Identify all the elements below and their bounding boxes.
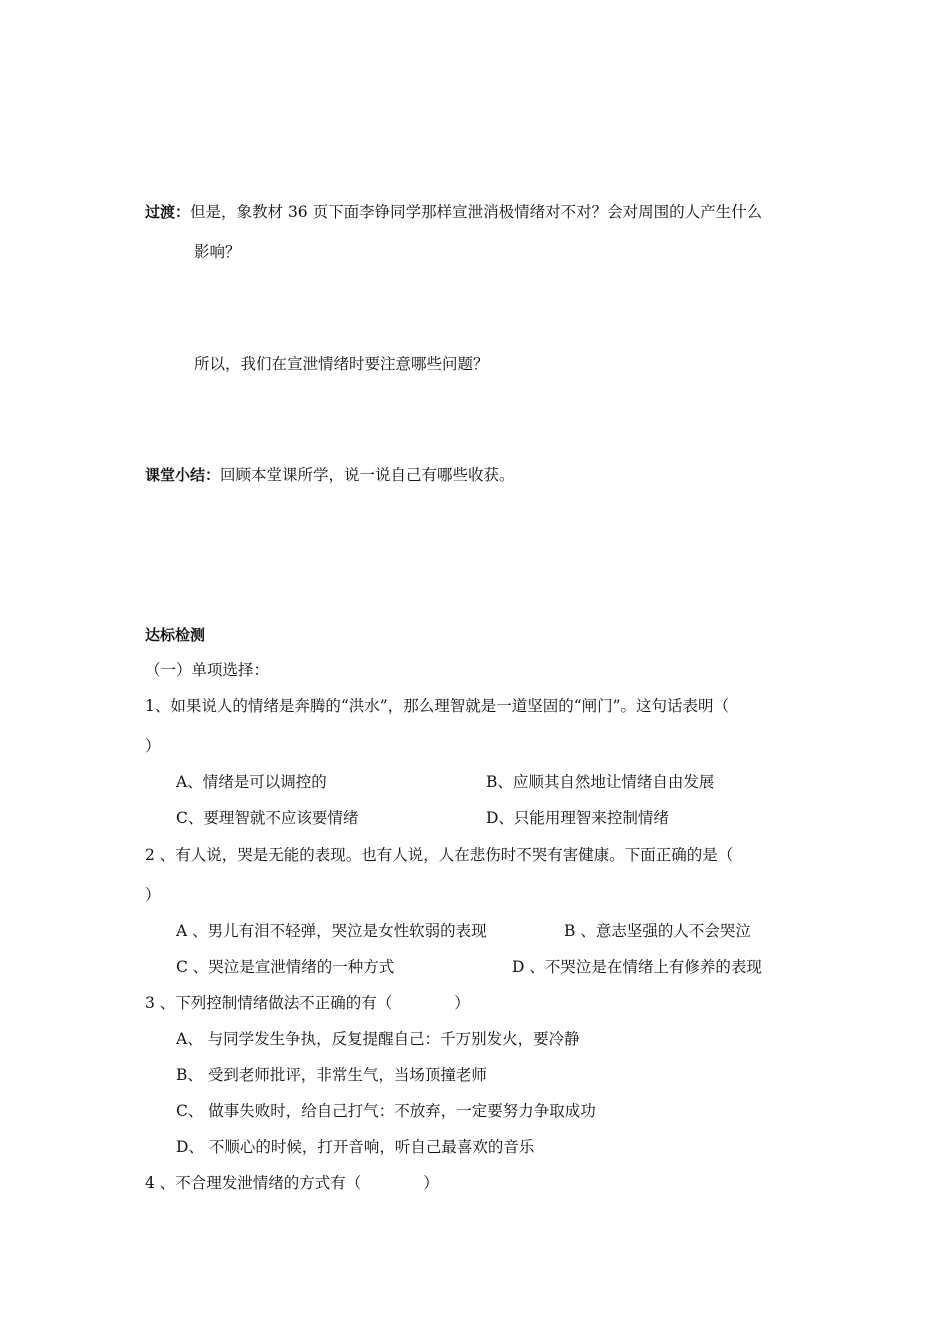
q2-option-a: A 、男儿有泪不轻弹，哭泣是女性软弱的表现 <box>176 922 487 940</box>
transition-line-2: 影响？ <box>194 243 241 261</box>
transition-line-1 <box>145 202 762 222</box>
q1-option-c: C、要理智就不应该要情绪 <box>176 809 359 827</box>
test-heading: 达标检测 <box>145 626 206 644</box>
transition-text: 但是，象教材 36 页下面李铮同学那样宣泄消极情绪对不对？会对周围的人产生什么 <box>190 203 763 221</box>
q1-stem: 1、如果说人的情绪是奔腾的“洪水”，那么理智就是一道坚固的“闸门”。这句话表明（ <box>145 697 730 715</box>
summary-line <box>145 465 515 485</box>
summary-label: 课堂小结： <box>145 466 221 484</box>
q1-option-a: A、情绪是可以调控的 <box>176 773 327 791</box>
q3-stem: 3 、下列控制情绪做法不正确的有（ ） <box>145 994 470 1012</box>
q1-option-b: B、应顺其自然地让情绪自由发展 <box>486 773 715 791</box>
q2-option-c: C 、哭泣是宣泄情绪的一种方式 <box>176 958 395 976</box>
transition-line-3: 所以，我们在宣泄情绪时要注意哪些问题？ <box>194 355 489 373</box>
q3-option-c: C、 做事失败时，给自己打气：不放弃，一定要努力争取成功 <box>176 1102 596 1120</box>
q1-stem-end: ） <box>145 737 161 755</box>
q3-option-b: B、 受到老师批评，非常生气，当场顶撞老师 <box>176 1066 487 1084</box>
q2-option-b: B 、意志坚强的人不会哭泣 <box>564 922 751 940</box>
q3-option-a: A、 与同学发生争执，反复提醒自己：千万别发火，要冷静 <box>176 1030 580 1048</box>
q4-stem: 4 、不合理发泄情绪的方式有（ ） <box>145 1174 439 1192</box>
q3-option-d: D、 不顺心的时候，打开音响，听自己最喜欢的音乐 <box>176 1138 535 1156</box>
q1-option-d: D、只能用理智来控制情绪 <box>486 809 669 827</box>
transition-label: 过渡： <box>145 203 191 221</box>
q2-option-d: D 、不哭泣是在情绪上有修养的表现 <box>512 958 762 976</box>
q2-stem: 2 、有人说，哭是无能的表现。也有人说，人在悲伤时不哭有害健康。下面正确的是（ <box>145 846 734 864</box>
section-title: （一）单项选择： <box>145 661 270 679</box>
summary-text: 回顾本堂课所学，说一说自己有哪些收获。 <box>220 466 515 484</box>
q2-stem-end: ） <box>145 886 161 904</box>
